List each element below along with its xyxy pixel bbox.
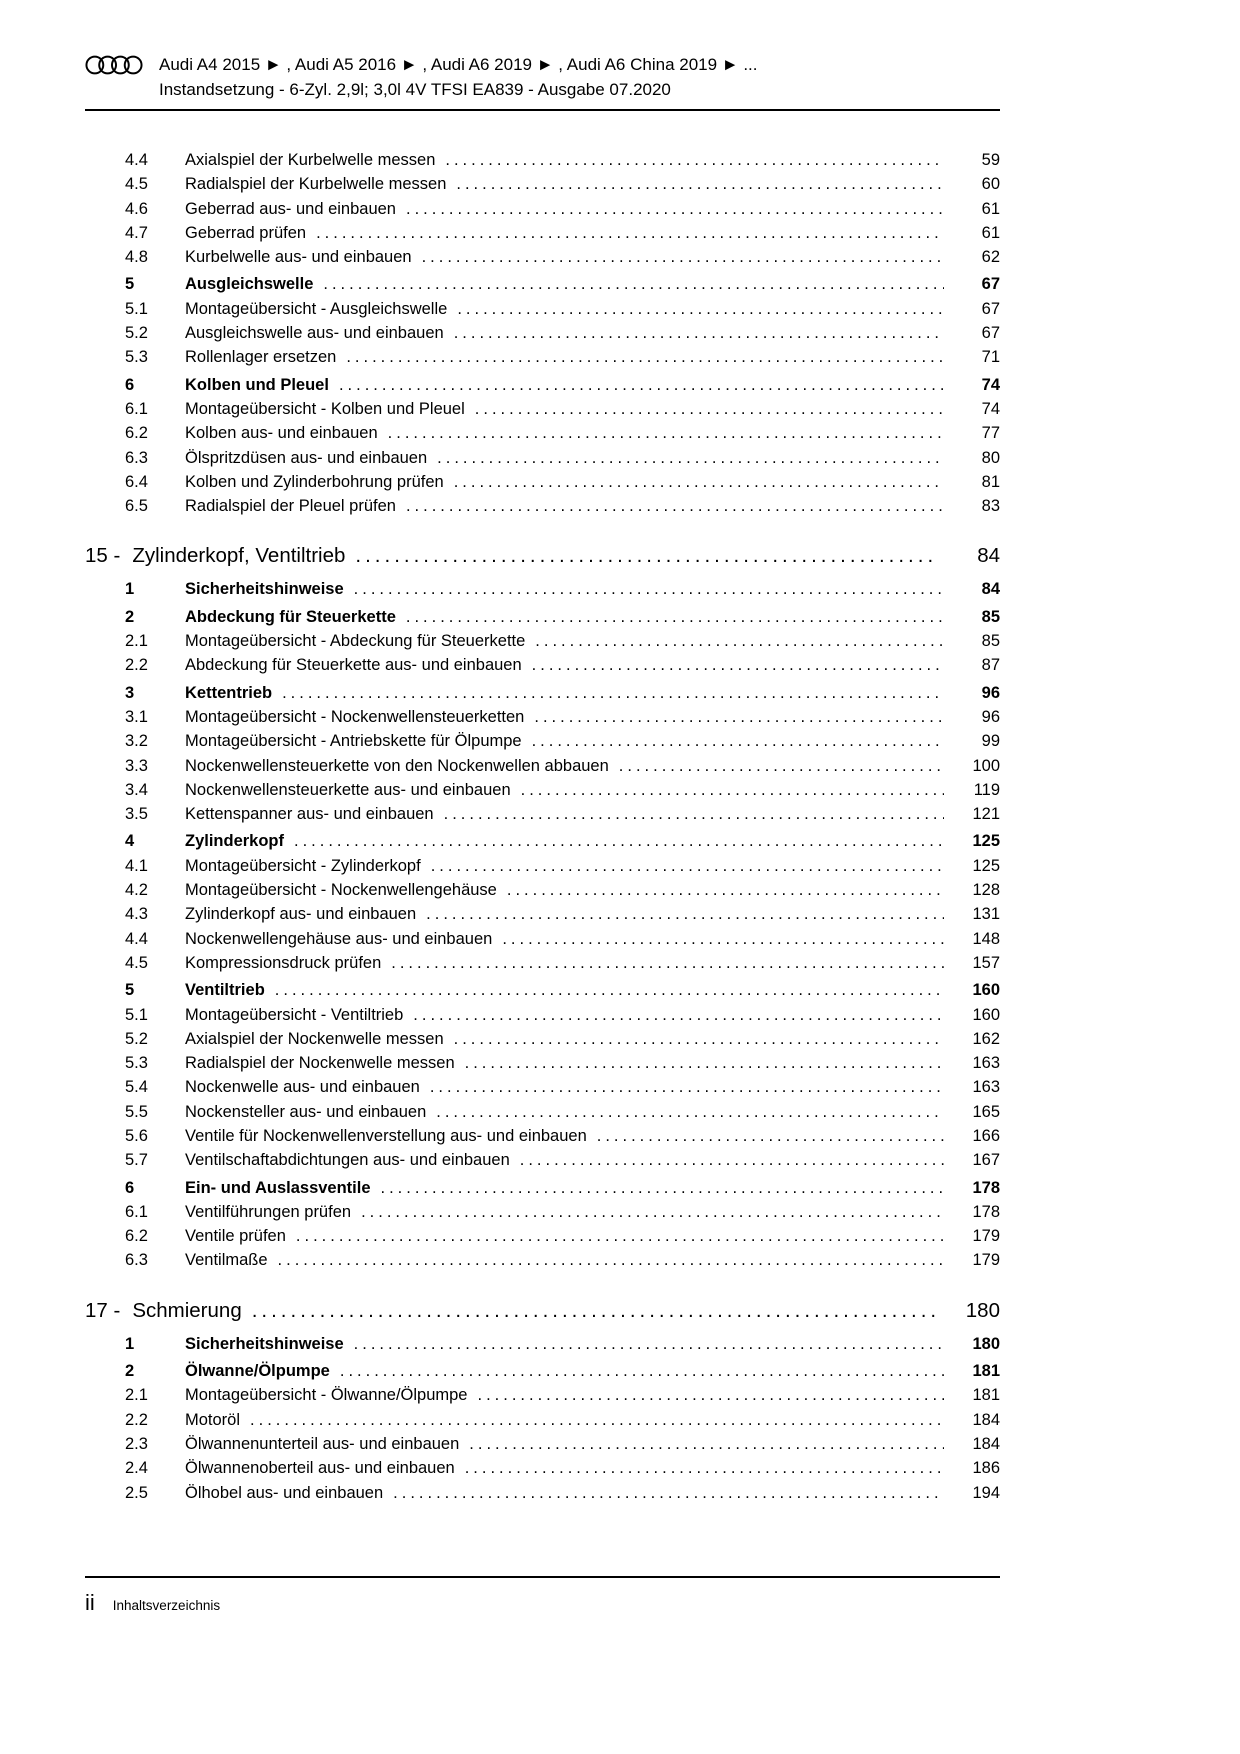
toc-entry-title: Radialspiel der Kurbelwelle messen (185, 175, 447, 194)
toc-entry-number: 1 (125, 580, 135, 599)
toc-entry-number: 6.1 (125, 1202, 148, 1221)
toc-entry-title: Ein- und Auslassventile (185, 1178, 371, 1197)
toc-entry-title: Sicherheitshinweise (185, 1334, 344, 1353)
dot-leader (406, 605, 944, 629)
page-header (85, 52, 1000, 111)
header-edition-line: Instandsetzung - 6-Zyl. 2,9l; 3,0l 4V TFSI EA839 - Ausgabe 07.2020 (159, 80, 671, 99)
toc-row (85, 605, 1000, 629)
toc-entry-title: Kettentrieb (185, 683, 273, 702)
toc-entry-page: 83 (981, 497, 1000, 516)
toc-row (85, 172, 1000, 196)
toc-entry-page: 157 (972, 953, 1000, 972)
toc-entry-title: Ausgleichswelle (185, 275, 314, 294)
toc-entry-page: 180 (965, 1298, 1000, 1322)
toc-entry-title: Kolben und Pleuel (185, 375, 329, 394)
toc-entry-number: 3.3 (125, 756, 148, 775)
toc-row (85, 681, 1000, 705)
toc-entry-page: 67 (981, 324, 1000, 343)
toc-entry-number: 5.4 (125, 1078, 148, 1097)
toc-entry-page: 167 (972, 1151, 1000, 1170)
dot-leader (454, 321, 944, 345)
toc-entry-page: 181 (972, 1386, 1000, 1405)
toc-row (85, 1148, 1000, 1172)
dot-leader (391, 951, 944, 975)
toc-row (85, 1003, 1000, 1027)
toc-entry-title: Montageübersicht - Nockenwellensteuerketten (185, 707, 525, 726)
dot-leader (316, 221, 944, 245)
toc-entry-title: Ventilmaße (185, 1251, 268, 1270)
toc-row (85, 878, 1000, 902)
toc-row (85, 1176, 1000, 1200)
dot-leader (444, 802, 944, 826)
toc-entry-page: 179 (972, 1251, 1000, 1270)
toc-entry-number: 6.3 (125, 448, 148, 467)
toc-entry-title: Nockenwellengehäuse aus- und einbauen (185, 929, 493, 948)
toc-row (85, 321, 1000, 345)
dot-leader (521, 778, 944, 802)
toc-entry-title: Axialspiel der Kurbelwelle messen (185, 151, 436, 169)
toc-entry-page: 121 (972, 805, 1000, 824)
toc-entry-title: Zylinderkopf aus- und einbauen (185, 905, 417, 924)
toc-entry-title: Axialspiel der Nockenwelle messen (185, 1029, 444, 1048)
toc-row (85, 1100, 1000, 1124)
toc-entry-title: Nockensteller aus- und einbauen (185, 1102, 427, 1121)
toc-entry-title: Nockenwellensteuerkette von den Nockenwellen abbauen (185, 756, 609, 775)
toc-entry-title: Kolben aus- und einbauen (185, 424, 378, 443)
toc-row (85, 1481, 1000, 1505)
toc-entry-page: 99 (981, 732, 1000, 751)
toc-entry-number: 5.2 (125, 324, 148, 343)
toc-entry-number: 4.5 (125, 953, 148, 972)
dot-leader (388, 421, 944, 445)
toc-entry-number: 3 (125, 683, 135, 702)
footer-section-label: Inhaltsverzeichnis (112, 1598, 221, 1613)
toc-row (85, 802, 1000, 826)
toc-entry-title: Abdeckung für Steuerkette aus- und einbauen (185, 656, 522, 675)
header-model-line: Audi A4 2015 ► , Audi A5 2016 ► , Audi A6 2019 ► , Audi A6 China 2019 ► ... (159, 55, 758, 74)
toc-entry-title: Ölwannenunterteil aus- und einbauen (185, 1434, 460, 1453)
toc-entry-page: 162 (972, 1029, 1000, 1048)
audi-rings-logo (85, 52, 143, 75)
toc-entry-page: 184 (972, 1434, 1000, 1453)
toc-entry-number: 3.1 (125, 707, 148, 726)
dot-leader (534, 705, 944, 729)
dot-leader (456, 172, 944, 196)
toc-entry-number: 2 (125, 1362, 135, 1381)
toc-entry-page: 119 (973, 780, 1000, 799)
dot-leader (437, 446, 944, 470)
toc-row (85, 1124, 1000, 1148)
toc-row (85, 470, 1000, 494)
toc-row (85, 854, 1000, 878)
toc-row (85, 778, 1000, 802)
dot-leader (296, 1224, 944, 1248)
toc-row (85, 1432, 1000, 1456)
toc-entry-title: Ölhobel aus- und einbauen (185, 1483, 384, 1502)
toc-row (85, 272, 1000, 296)
toc-entry-number: 6 (125, 375, 135, 394)
dot-leader (465, 1051, 944, 1075)
toc-entry-page: 160 (972, 1005, 1000, 1024)
toc-entry-number: 4.7 (125, 223, 148, 242)
toc-row (85, 1248, 1000, 1272)
toc-row (85, 421, 1000, 445)
toc-entry-title: Montageübersicht - Ölwanne/Ölpumpe (185, 1386, 468, 1405)
toc-entry-number: 4.6 (125, 199, 148, 218)
toc-row (85, 397, 1000, 421)
dot-leader (457, 297, 944, 321)
dot-leader (475, 397, 944, 421)
dot-leader (431, 854, 944, 878)
toc-entry-page: 80 (981, 448, 1000, 467)
dot-leader (406, 494, 944, 518)
toc-entry-page: 163 (972, 1054, 1000, 1073)
toc-entry-page: 194 (972, 1483, 1000, 1502)
toc-entry-title: Montageübersicht - Kolben und Pleuel (185, 399, 465, 418)
toc-row (85, 829, 1000, 853)
toc-entry-number: 2.4 (125, 1459, 148, 1478)
toc-row (85, 577, 1000, 601)
dot-leader (507, 878, 944, 902)
toc-entry-page: 61 (981, 199, 1000, 218)
toc-entry-page: 87 (981, 656, 1000, 675)
dot-leader (535, 629, 944, 653)
toc-entry-page: 74 (981, 399, 1000, 418)
toc-entry-number: 2.2 (125, 656, 148, 675)
dot-leader (465, 1456, 944, 1480)
toc-entry-number: 4.4 (125, 151, 148, 169)
toc-entry-number: 5.5 (125, 1102, 148, 1121)
toc-entry-number: 2 (125, 607, 135, 626)
toc-entry-page: 178 (972, 1202, 1000, 1221)
toc-entry-page: 125 (972, 832, 1000, 851)
dot-leader (477, 1383, 944, 1407)
toc-entry-page: 84 (977, 544, 1000, 568)
toc-entry-title: Ölwannenoberteil aus- und einbauen (185, 1459, 455, 1478)
toc-row (85, 1027, 1000, 1051)
toc-entry-page: 84 (981, 580, 1000, 599)
dot-leader (619, 754, 944, 778)
toc-row (85, 1383, 1000, 1407)
toc-row (85, 927, 1000, 951)
dot-leader (250, 1408, 944, 1432)
dot-leader (413, 1003, 944, 1027)
footer-page-number: ii (85, 1590, 95, 1615)
toc-entry-title: Geberrad prüfen (185, 223, 307, 242)
toc-entry-number: 6 (125, 1178, 135, 1197)
toc (85, 148, 1000, 1505)
toc-row (85, 542, 1000, 570)
toc-entry-title: Ausgleichswelle aus- und einbauen (185, 324, 444, 343)
toc-entry-title: Kolben und Zylinderbohrung prüfen (185, 472, 444, 491)
dot-leader (339, 373, 944, 397)
toc-entry-title: Montageübersicht - Ausgleichswelle (185, 299, 448, 318)
dot-leader (532, 653, 944, 677)
toc-entry-page: 81 (981, 472, 1000, 491)
toc-entry-title: Ventilschaftabdichtungen aus- und einbauen (185, 1151, 510, 1170)
toc-row (85, 197, 1000, 221)
toc-entry-page: 166 (972, 1126, 1000, 1145)
dot-leader (252, 1297, 938, 1325)
page-footer (85, 1576, 1000, 1616)
toc-entry-page: 181 (972, 1362, 1000, 1381)
toc-entry-number: 4.3 (125, 905, 148, 924)
toc-entry-title: Radialspiel der Nockenwelle messen (185, 1054, 455, 1073)
dot-leader (355, 542, 938, 570)
toc-entry-number: 4.8 (125, 248, 148, 267)
toc-row (85, 705, 1000, 729)
toc-entry-number: 6.5 (125, 497, 148, 516)
toc-entry-page: 125 (972, 856, 1000, 875)
toc-row (85, 494, 1000, 518)
toc-entry-page: 148 (972, 929, 1000, 948)
toc-entry-title: Kurbelwelle aus- und einbauen (185, 248, 412, 267)
dot-leader (454, 1027, 944, 1051)
toc-entry-page: 165 (972, 1102, 1000, 1121)
toc-entry-page: 100 (972, 756, 1000, 775)
toc-row (85, 653, 1000, 677)
toc-entry-number: 2.5 (125, 1483, 148, 1502)
toc-entry-title: Ventiltrieb (185, 981, 265, 1000)
toc-entry-number: 5.6 (125, 1126, 148, 1145)
toc-row (85, 221, 1000, 245)
toc-entry-title: Montageübersicht - Nockenwellengehäuse (185, 881, 497, 900)
dot-leader (393, 1481, 944, 1505)
toc-entry-number: 2.1 (125, 632, 148, 651)
toc-entry-number: 5.3 (125, 348, 148, 367)
dot-leader (282, 681, 944, 705)
toc-entry-page: 96 (981, 707, 1000, 726)
toc-entry-title: Geberrad aus- und einbauen (185, 199, 396, 218)
toc-entry-number: 3.2 (125, 732, 148, 751)
dot-leader (346, 345, 944, 369)
toc-entry-page: 85 (981, 607, 1000, 626)
toc-entry-page: 67 (981, 275, 1000, 294)
dot-leader (454, 470, 944, 494)
dot-leader (426, 902, 944, 926)
toc-entry-title: Sicherheitshinweise (185, 580, 344, 599)
dot-leader (275, 978, 944, 1002)
toc-row (85, 951, 1000, 975)
toc-entry-number: 6.4 (125, 472, 148, 491)
toc-row (85, 1075, 1000, 1099)
toc-entry-page: 77 (981, 424, 1000, 443)
toc-entry-page: 186 (972, 1459, 1000, 1478)
dot-leader (520, 1148, 944, 1172)
toc-entry-page: 179 (972, 1227, 1000, 1246)
toc-entry-number: 15 - (85, 544, 121, 568)
dot-leader (381, 1176, 944, 1200)
dot-leader (430, 1075, 944, 1099)
dot-leader (406, 197, 944, 221)
toc-entry-number: 5 (125, 275, 135, 294)
toc-entry-number: 5 (125, 981, 135, 1000)
toc-entry-title: Abdeckung für Steuerkette (185, 607, 396, 626)
toc-row (85, 245, 1000, 269)
toc-row (85, 297, 1000, 321)
toc-entry-number: 4.2 (125, 881, 148, 900)
dot-leader (502, 927, 944, 951)
toc-entry-number: 4 (125, 832, 135, 851)
toc-entry-title: Kettenspanner aus- und einbauen (185, 805, 434, 824)
toc-row (85, 446, 1000, 470)
toc-row (85, 1456, 1000, 1480)
toc-row (85, 1359, 1000, 1383)
toc-entry-title: Schmierung (132, 1298, 242, 1322)
dot-leader (354, 1332, 944, 1356)
toc-entry-number: 5.2 (125, 1029, 148, 1048)
toc-entry-page: 71 (981, 348, 1000, 367)
toc-entry-page: 180 (972, 1334, 1000, 1353)
toc-entry-number: 6.3 (125, 1251, 148, 1270)
toc-row (85, 148, 1000, 172)
toc-entry-page: 160 (972, 981, 1000, 1000)
toc-row (85, 373, 1000, 397)
toc-entry-title: Montageübersicht - Abdeckung für Steuerkette (185, 632, 526, 651)
toc-row (85, 1200, 1000, 1224)
dot-leader (422, 245, 944, 269)
toc-entry-title: Nockenwelle aus- und einbauen (185, 1078, 420, 1097)
toc-row (85, 729, 1000, 753)
dot-leader (294, 829, 944, 853)
toc-row (85, 629, 1000, 653)
toc-entry-number: 3.5 (125, 805, 148, 824)
toc-entry-title: Zylinderkopf (185, 832, 285, 851)
toc-entry-page: 85 (981, 632, 1000, 651)
toc-entry-number: 1 (125, 1334, 135, 1353)
toc-entry-page: 184 (972, 1410, 1000, 1429)
toc-entry-page: 131 (972, 905, 1000, 924)
toc-entry-title: Montageübersicht - Ventiltrieb (185, 1005, 404, 1024)
toc-entry-title: Zylinderkopf, Ventiltrieb (132, 544, 346, 568)
toc-entry-number: 6.2 (125, 424, 148, 443)
toc-entry-page: 60 (981, 175, 1000, 194)
toc-entry-title: Ölspritzdüsen aus- und einbauen (185, 448, 428, 467)
dot-leader (597, 1124, 944, 1148)
toc-entry-page: 61 (981, 223, 1000, 242)
toc-entry-title: Ölwanne/Ölpumpe (185, 1362, 330, 1381)
toc-row (85, 1408, 1000, 1432)
toc-entry-title: Ventile für Nockenwellenverstellung aus- und einbauen (185, 1126, 587, 1145)
toc-entry-number: 2.3 (125, 1434, 148, 1453)
toc-entry-number: 5.7 (125, 1151, 148, 1170)
toc-row (85, 978, 1000, 1002)
toc-entry-title: Radialspiel der Pleuel prüfen (185, 497, 396, 516)
toc-entry-number: 2.1 (125, 1386, 148, 1405)
dot-leader (340, 1359, 944, 1383)
toc-row (85, 754, 1000, 778)
toc-row (85, 1051, 1000, 1075)
toc-entry-number: 5.1 (125, 1005, 148, 1024)
toc-entry-page: 62 (981, 248, 1000, 267)
toc-entry-number: 4.1 (125, 856, 148, 875)
dot-leader (445, 148, 944, 172)
toc-entry-title: Kompressionsdruck prüfen (185, 953, 382, 972)
toc-entry-title: Ventile prüfen (185, 1227, 286, 1246)
toc-entry-number: 4.4 (125, 929, 148, 948)
toc-row (85, 1297, 1000, 1325)
dot-leader (354, 577, 944, 601)
toc-entry-number: 5.3 (125, 1054, 148, 1073)
dot-leader (436, 1100, 944, 1124)
toc-entry-number: 3.4 (125, 780, 148, 799)
toc-entry-page: 59 (981, 151, 1000, 169)
dot-leader (323, 272, 944, 296)
dot-leader (278, 1248, 944, 1272)
toc-entry-number: 5.1 (125, 299, 148, 318)
dot-leader (532, 729, 944, 753)
dot-leader (469, 1432, 944, 1456)
toc-entry-number: 6.2 (125, 1227, 148, 1246)
toc-entry-title: Ventilführungen prüfen (185, 1202, 352, 1221)
toc-row (85, 1332, 1000, 1356)
toc-entry-number: 17 - (85, 1298, 121, 1322)
toc-entry-page: 163 (972, 1078, 1000, 1097)
toc-row (85, 345, 1000, 369)
toc-entry-page: 96 (981, 683, 1000, 702)
toc-row (85, 902, 1000, 926)
toc-entry-page: 128 (972, 881, 1000, 900)
toc-entry-number: 4.5 (125, 175, 148, 194)
toc-entry-title: Rollenlager ersetzen (185, 348, 337, 367)
header-divider (85, 109, 1000, 111)
dot-leader (361, 1200, 944, 1224)
toc-entry-page: 67 (981, 299, 1000, 318)
toc-entry-number: 6.1 (125, 399, 148, 418)
toc-entry-number: 2.2 (125, 1410, 148, 1429)
toc-row (85, 1224, 1000, 1248)
toc-entry-title: Montageübersicht - Antriebskette für Ölpumpe (185, 732, 522, 751)
toc-entry-title: Nockenwellensteuerkette aus- und einbauen (185, 780, 511, 799)
toc-entry-page: 178 (972, 1178, 1000, 1197)
toc-entry-title: Montageübersicht - Zylinderkopf (185, 856, 421, 875)
toc-entry-page: 74 (981, 375, 1000, 394)
toc-entry-title: Motoröl (185, 1410, 241, 1429)
